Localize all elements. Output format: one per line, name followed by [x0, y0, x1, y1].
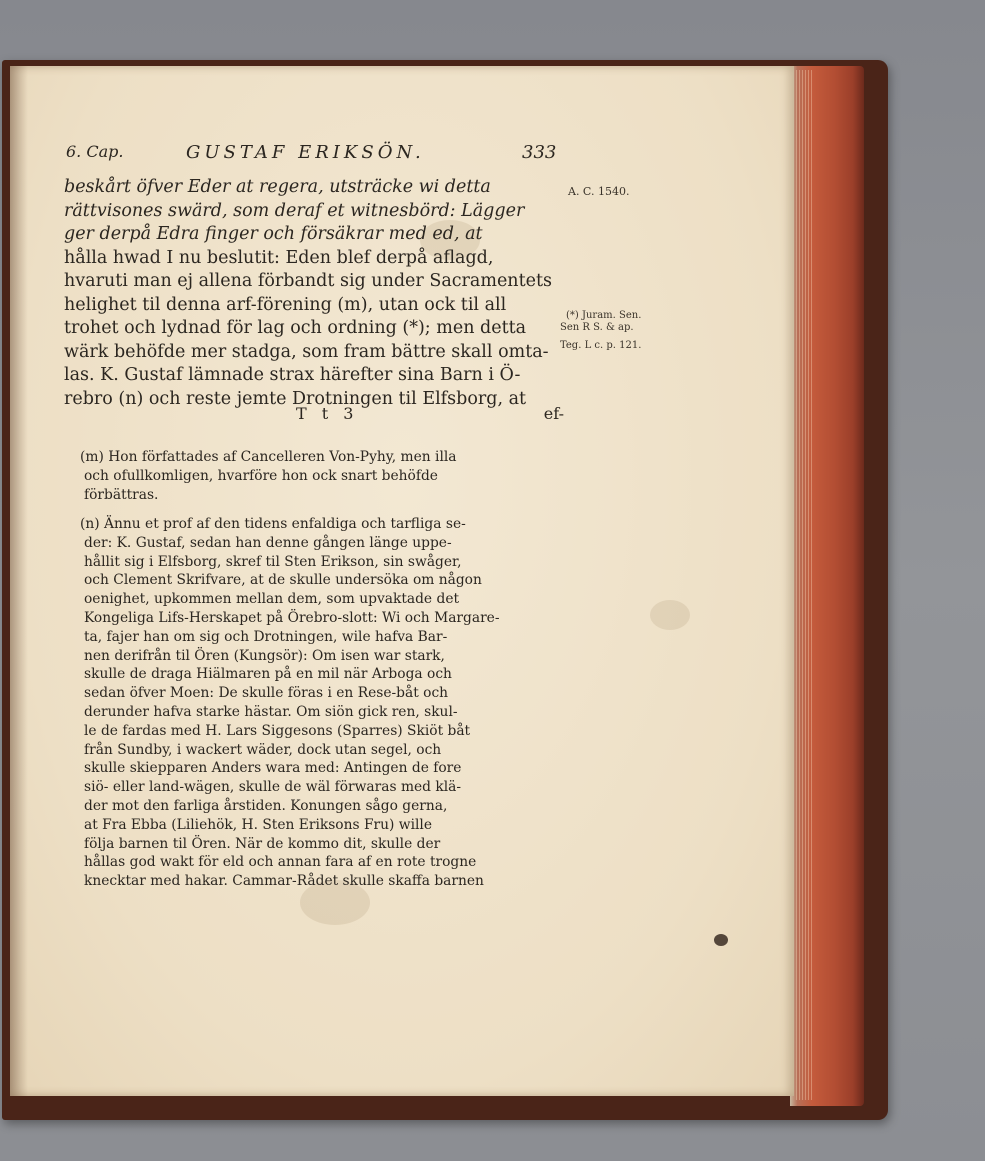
text-line: trohet och lydnad för lag och ordning (*); men detta	[64, 318, 527, 338]
running-title: GUSTAF ERIKSÖN.	[186, 142, 425, 163]
page-edge-texture	[796, 70, 814, 1100]
footnote-line: (n) Ännu et prof af den tidens enfaldiga och tarfliga se-	[80, 516, 466, 532]
text-line: beskårt öfver Eder at regera, utsträcke wi detta	[64, 177, 491, 197]
signature-line	[64, 404, 574, 428]
page-number: 333	[522, 142, 557, 163]
footnote-line: förbättras.	[84, 486, 159, 503]
footnote-line: der: K. Gustaf, sedan han denne gången länge uppe-	[84, 534, 452, 551]
text-line: helighet til denna arf-förening (m), utan ock til all	[64, 294, 507, 315]
text-line: las. K. Gustaf lämnade strax härefter sina Barn i Ö-	[64, 365, 521, 385]
spine-shadow	[10, 66, 28, 1096]
foxing-stain	[650, 600, 690, 630]
footnote-line: oenighet, upkommen mellan dem, som upvaktade det	[84, 591, 460, 608]
footnote-n	[80, 515, 576, 891]
text-line: rebro (n) och reste jemte Drotningen til Elfsborg, at	[64, 388, 527, 409]
footnote-line: der mot den farliga årstiden. Konungen sågo gerna,	[84, 797, 448, 814]
signature-mark: T t 3	[296, 404, 359, 423]
footnote-line: (m) Hon författades af Cancelleren Von-Pyhy, men illa	[80, 449, 457, 465]
margin-reference: (*) Juram. Sen.	[566, 310, 642, 321]
page-header	[66, 142, 566, 172]
text-line: rättvisones swärd, som deraf et witnesbörd: Lägger	[64, 200, 525, 221]
footnote-line: sedan öfver Moen: De skulle föras i en Rese-båt och	[84, 685, 449, 702]
footnote-line: från Sundby, i wackert wäder, dock utan segel, och	[84, 741, 442, 758]
chapter-label: 6. Cap.	[66, 142, 124, 161]
footnote-line: le de fardas med H. Lars Siggesons (Sparres) Skiöt båt	[84, 722, 471, 739]
footnote-line: hållas god wakt för eld och annan fara af en rote trogne	[84, 854, 477, 871]
footnote-line: knecktar med hakar. Cammar-Rådet skulle skaffa barnen	[84, 873, 484, 890]
footnote-line: siö- eller land-wägen, skulle de wäl förwaras med klä-	[84, 779, 462, 796]
margin-reference: Sen R S. & ap.	[560, 322, 634, 333]
text-line: ger derpå Edra finger och försäkrar med ed, at	[64, 224, 483, 244]
footnote-line: och Clement Skrifvare, at de skulle undersöka om någon	[84, 572, 482, 589]
footnote-line: skulle skiepparen Anders wara med: Antingen de fore	[84, 760, 462, 777]
text-line: hålla hwad I nu beslutit: Eden blef derpå aflagd,	[64, 247, 494, 268]
margin-reference: Teg. L c. p. 121.	[560, 340, 642, 351]
footnote-line: nen derifrån til Ören (Kungsör): Om isen war stark,	[84, 647, 445, 664]
main-text	[64, 176, 574, 411]
text-line: hvaruti man ej allena förbandt sig under Sacramentets	[64, 271, 552, 291]
footnote-line: ta, fajer han om sig och Drotningen, wile hafva Bar-	[84, 628, 448, 645]
footnote-m	[80, 448, 576, 504]
footnote-line: hållit sig i Elfsborg, skref til Sten Erikson, sin swåger,	[84, 553, 462, 570]
footnote-line: derunder hafva starke hästar. Om siön gick ren, skul-	[84, 703, 458, 720]
text-line: wärk behöfde mer stadga, som fram bättre skall omta-	[64, 341, 549, 362]
footnote-line: följa barnen til Ören. När de kommo dit, skulle der	[84, 835, 441, 852]
footnote-line: Kongeliga Lifs-Herskapet på Örebro-slott: Wi och Margare-	[84, 609, 500, 626]
footnote-line: skulle de draga Hiälmaren på en mil när Arboga och	[84, 666, 452, 683]
footnote-line: at Fra Ebba (Liliehök, H. Sten Eriksons Fru) wille	[84, 816, 433, 833]
footnote-line: och ofullkomligen, hvarföre hon ock snart behöfde	[84, 467, 438, 484]
ink-blot	[714, 934, 728, 946]
catchword: ef-	[543, 404, 564, 423]
margin-date: A. C. 1540.	[568, 185, 630, 198]
